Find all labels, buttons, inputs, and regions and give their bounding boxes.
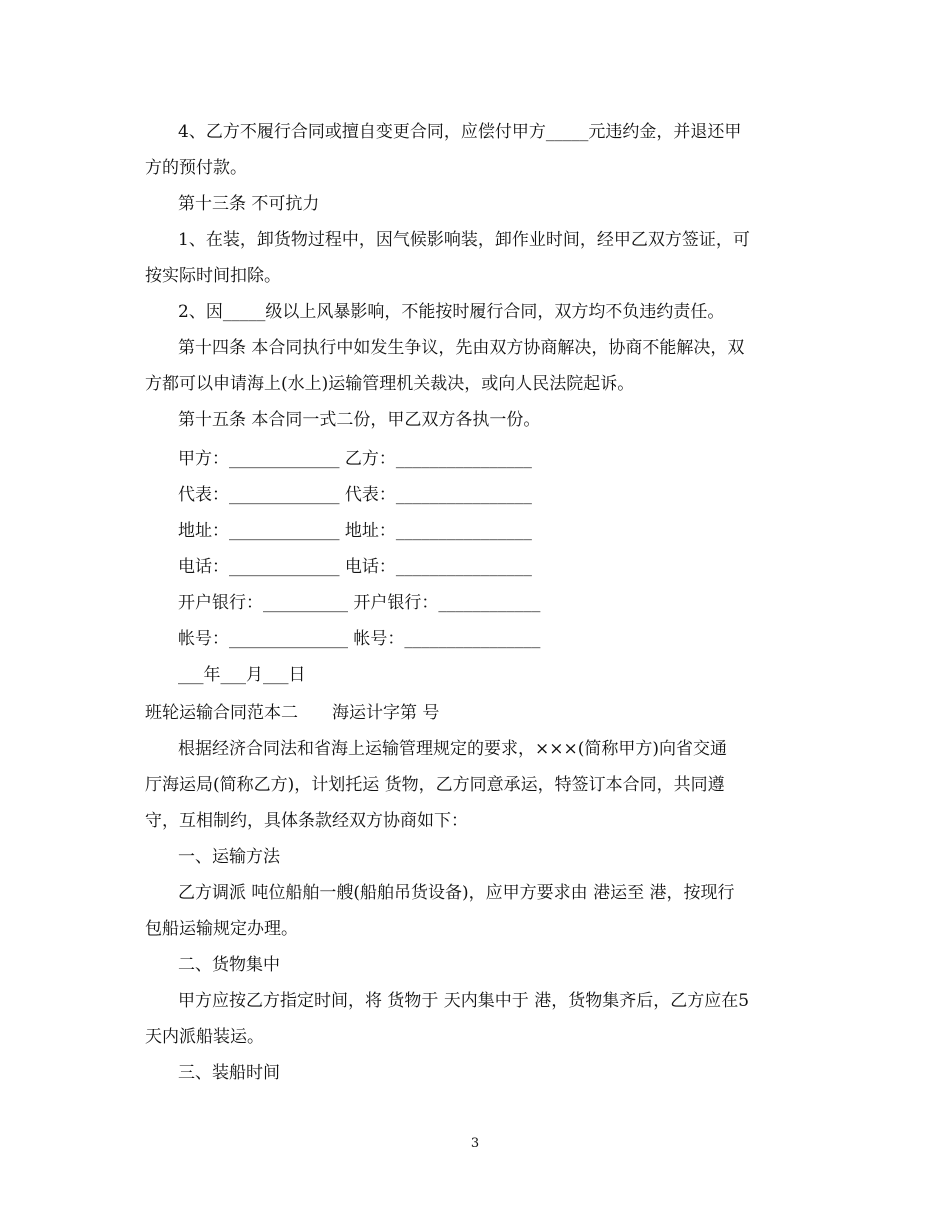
paragraph-line: 第十五条 本合同一式二份，甲乙双方各执一份。: [178, 410, 541, 430]
paragraph-line: 按实际时间扣除。: [145, 266, 281, 286]
section-heading: 三、装船时间: [178, 1063, 280, 1083]
paragraph-line: 守，互相制约，具体条款经双方协商如下：: [145, 811, 468, 831]
signature-field-phone: 电话：_____________ 电话：________________: [178, 557, 532, 577]
paragraph-line: 根据经济合同法和省海上运输管理规定的要求，×××(简称甲方)向省交通: [178, 739, 727, 759]
paragraph-line: 乙方调派 吨位船舶一艘(船舶吊货设备)，应甲方要求由 港运至 港，按现行: [178, 883, 735, 903]
paragraph-line: 方都可以申请海上(水上)运输管理机关裁决，或向人民法院起诉。: [145, 374, 635, 394]
signature-field-account: 帐号：______________ 帐号：________________: [178, 629, 541, 649]
paragraph-line: 1、在装，卸货物过程中，因气候影响装，卸作业时间，经甲乙双方签证，可: [178, 230, 750, 250]
paragraph-line: 方的预付款。: [145, 158, 247, 178]
signature-field-address: 地址：_____________ 地址：________________: [178, 521, 532, 541]
section-heading: 二、货物集中: [178, 955, 280, 975]
paragraph-line: 厅海运局(简称乙方)，计划托运 货物，乙方同意承运，特签订本合同，共同遵: [145, 775, 725, 795]
date-line: ___年___月___日: [178, 665, 306, 685]
paragraph-line: 第十四条 本合同执行中如发生争议，先由双方协商解决，协商不能解决，双: [178, 338, 745, 358]
paragraph-line: 天内派船装运。: [145, 1027, 264, 1047]
signature-field-representative: 代表：_____________ 代表：________________: [178, 485, 532, 505]
paragraph-line: 甲方应按乙方指定时间，将 货物于 天内集中于 港，货物集齐后，乙方应在5: [178, 991, 750, 1011]
page-number: 3: [470, 1136, 480, 1151]
section-heading: 第十三条 不可抗力: [178, 194, 320, 214]
paragraph-line: 4、乙方不履行合同或擅自变更合同，应偿付甲方_____元违约金，并退还甲: [178, 122, 742, 142]
paragraph-line: 2、因_____级以上风暴影响，不能按时履行合同，双方均不负违约责任。: [178, 302, 725, 322]
document-title: 班轮运输合同范本二 海运计字第 号: [145, 703, 440, 723]
section-heading: 一、运输方法: [178, 847, 280, 867]
paragraph-line: 包船运输规定办理。: [145, 919, 298, 939]
signature-field-bank: 开户银行：__________ 开户银行：____________: [178, 593, 541, 613]
signature-field-party: 甲方：_____________ 乙方：________________: [178, 449, 532, 469]
